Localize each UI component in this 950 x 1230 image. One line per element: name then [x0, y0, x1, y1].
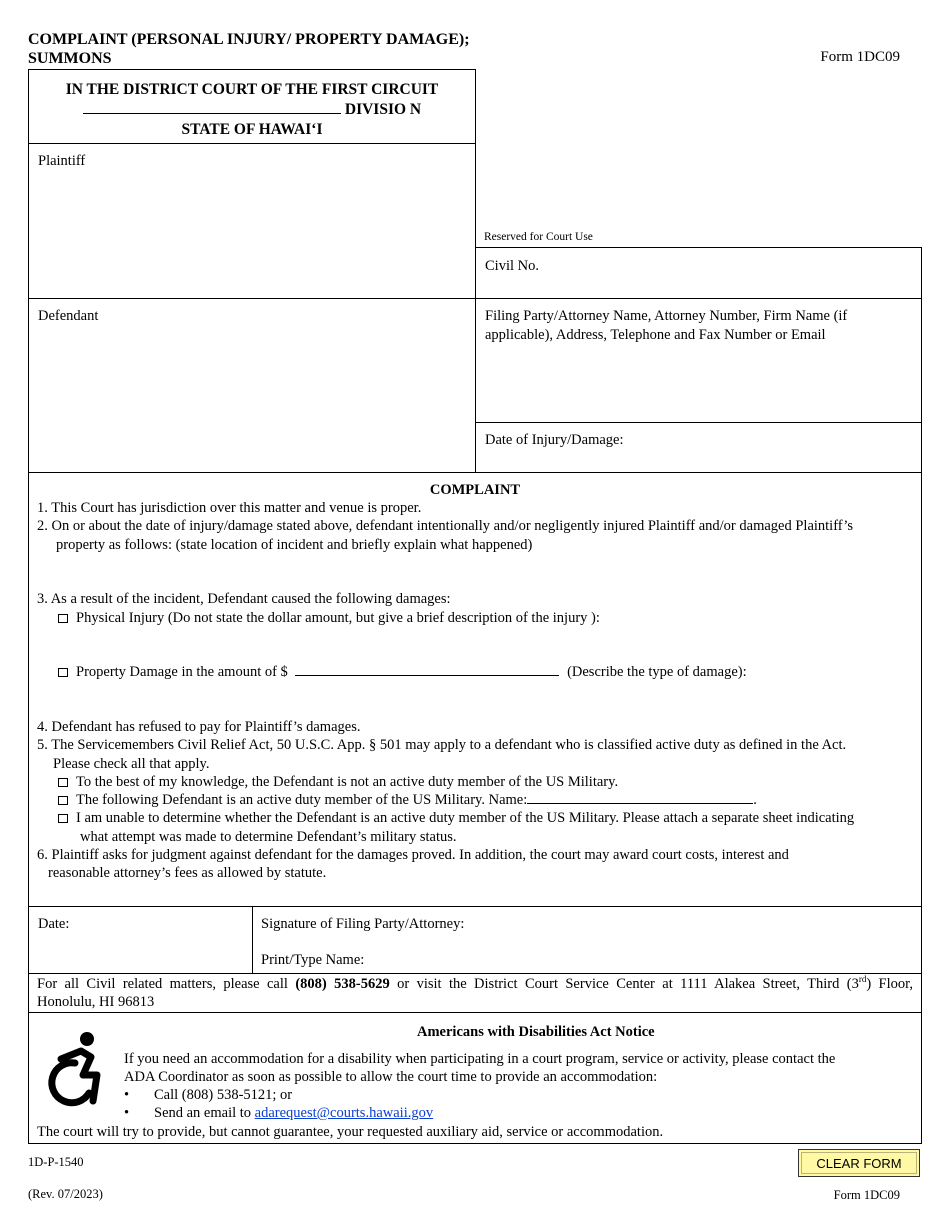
ada-closing: The court will try to provide, but cannot guarantee, your requested auxiliary aid, service or accommodation. — [37, 1124, 664, 1140]
date-of-injury-field[interactable] — [475, 422, 922, 473]
reserved-label: Reserved for Court Use — [484, 231, 593, 243]
ada-heading: Americans with Disabilities Act Notice — [417, 1024, 655, 1040]
court-header — [28, 69, 476, 144]
property-damage-option — [58, 663, 747, 682]
info-middle: or visit the District Court Service Center at 1111 Alakea Street, Third (3 — [397, 976, 859, 992]
signature-label: Signature of Filing Party/Attorney: — [261, 916, 465, 932]
civil-no-field[interactable] — [475, 247, 922, 299]
ada-para-line1: If you need an accommodation for a disability when participating in a court program, service or activity, please contact the — [124, 1051, 836, 1067]
ada-bullet-1 — [124, 1086, 292, 1105]
complaint-heading: COMPLAINT — [429, 482, 521, 498]
civil-no-label: Civil No. — [485, 258, 539, 274]
filing-party-field[interactable] — [475, 298, 922, 423]
print-name-label: Print/Type Name: — [261, 952, 365, 968]
property-damage-checkbox[interactable] — [58, 668, 68, 677]
ada-email-link[interactable]: adarequest@courts.hawaii.gov — [254, 1105, 434, 1121]
ada-bullet-2 — [124, 1104, 433, 1123]
division-blank[interactable] — [83, 100, 341, 114]
info-ordinal: rd — [858, 974, 867, 985]
military-option-2-period: . — [753, 792, 757, 808]
military-option-3-label-line2: what attempt was made to determine Defendant’s military status. — [80, 829, 457, 845]
military-option-1 — [58, 773, 618, 792]
property-damage-amount-field[interactable] — [295, 663, 559, 676]
form-title-line1: COMPLAINT (PERSONAL INJURY/ PROPERTY DAMAGE); — [28, 31, 470, 48]
info-prefix: For all Civil related matters, please call — [37, 976, 288, 992]
property-damage-describe-label: (Describe the type of damage): — [567, 664, 747, 680]
clear-form-button[interactable]: CLEAR FORM — [798, 1149, 920, 1177]
form-number-header: Form 1DC09 — [820, 49, 900, 65]
state-name: STATE OF HAWAI‘I — [181, 121, 323, 138]
physical-injury-label: Physical Injury (Do not state the dollar amount, but give a brief description of the injury ): — [76, 610, 600, 626]
complaint-item-2-line1: 2. On or about the date of injury/damage stated above, defendant intentionally and/or negligently injured Plaintiff and/or damaged Plaintiff’s — [37, 518, 854, 534]
info-suffix: ) Floor, — [866, 976, 914, 992]
complaint-item-3: 3. As a result of the incident, Defendant caused the following damages: — [37, 591, 451, 607]
property-damage-label: Property Damage in the amount of $ — [76, 664, 288, 680]
plaintiff-label: Plaintiff — [38, 153, 86, 169]
ada-bullet-1-text: Call (808) 538-5121; or — [154, 1087, 293, 1103]
military-name-field[interactable] — [527, 791, 753, 804]
form-title-line2: SUMMONS — [28, 50, 112, 67]
military-option-1-label: To the best of my knowledge, the Defendant is not an active duty member of the US Military. — [76, 774, 619, 790]
footer-form-number: Form 1DC09 — [833, 1188, 900, 1202]
filing-party-label-line2: applicable), Address, Telephone and Fax Number or Email — [485, 327, 826, 343]
filing-party-label-line1: Filing Party/Attorney Name, Attorney Number, Firm Name (if — [485, 308, 848, 324]
complaint-item-6-line2: reasonable attorney’s fees as allowed by statute. — [48, 865, 327, 881]
info-line2: Honolulu, HI 96813 — [37, 994, 155, 1010]
complaint-item-1: 1. This Court has jurisdiction over this matter and venue is proper. — [37, 500, 422, 516]
info-box — [28, 973, 922, 1013]
footer-form-id: 1D-P-1540 — [28, 1155, 84, 1169]
physical-injury-checkbox[interactable] — [58, 614, 68, 623]
military-option-2 — [58, 791, 757, 810]
physical-injury-option — [58, 609, 600, 628]
complaint-item-6-line1: 6. Plaintiff asks for judgment against defendant for the damages proved. In addition, the court may award court costs, interest and — [37, 847, 789, 863]
date-of-injury-label: Date of Injury/Damage: — [485, 432, 624, 448]
ada-notice-box — [28, 1012, 922, 1144]
form-title — [28, 30, 628, 68]
military-option-2-label: The following Defendant is an active duty member of the US Military. Name: — [76, 792, 528, 808]
date-label: Date: — [38, 916, 70, 932]
signature-field[interactable] — [252, 906, 922, 974]
ada-bullet-2-text: Send an email to — [154, 1105, 252, 1121]
complaint-item-2-line2: property as follows: (state location of incident and briefly explain what happened) — [56, 537, 533, 553]
court-name: IN THE DISTRICT COURT OF THE FIRST CIRCUIT — [65, 81, 439, 98]
info-line1 — [37, 975, 913, 994]
division-label: DIVISIO N — [344, 101, 422, 118]
military-option-2-checkbox[interactable] — [58, 796, 68, 805]
accessibility-icon — [45, 1031, 109, 1111]
info-phone: (808) 538-5629 — [295, 976, 390, 992]
complaint-item-4: 4. Defendant has refused to pay for Plaintiff’s damages. — [37, 719, 361, 735]
military-option-3 — [58, 809, 854, 828]
complaint-item-5-line1: 5. The Servicemembers Civil Relief Act, 50 U.S.C. App. § 501 may apply to a defendant who is classified active duty as defined in the Act. — [37, 737, 847, 753]
ada-para-line2: ADA Coordinator as soon as possible to allow the court time to provide an accommodation: — [124, 1069, 658, 1085]
military-option-3-checkbox[interactable] — [58, 814, 68, 823]
defendant-label: Defendant — [38, 308, 99, 324]
bullet-marker: • — [124, 1105, 130, 1121]
defendant-field[interactable] — [28, 298, 476, 473]
division-line — [29, 100, 475, 120]
filing-party-label — [485, 307, 847, 345]
military-option-1-checkbox[interactable] — [58, 778, 68, 787]
bullet-marker: • — [124, 1087, 130, 1103]
footer-revision: (Rev. 07/2023) — [28, 1187, 103, 1201]
date-field[interactable] — [28, 906, 253, 974]
complaint-item-5-line2: Please check all that apply. — [53, 756, 210, 772]
military-option-3-label-line1: I am unable to determine whether the Defendant is an active duty member of the US Military. Please attach a separate sheet indicating — [76, 810, 855, 826]
plaintiff-field[interactable] — [28, 143, 476, 299]
